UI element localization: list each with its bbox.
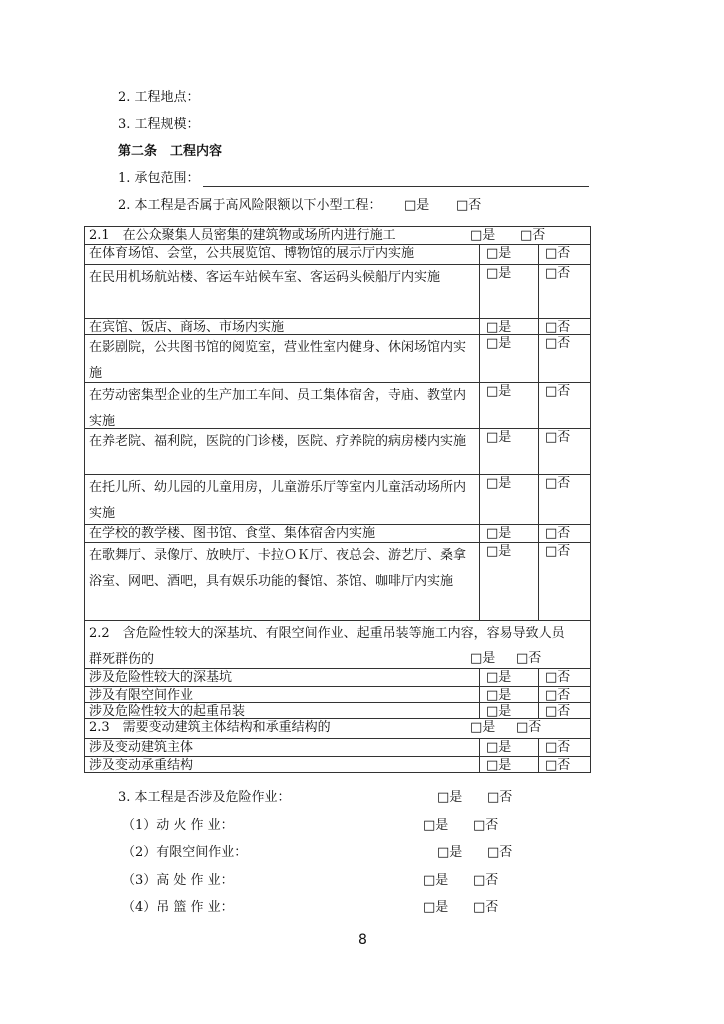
- no-checkbox[interactable]: □否: [473, 900, 499, 915]
- q2-no-checkbox[interactable]: □否: [456, 198, 482, 213]
- section-2-1-label: 2.1 在公众聚集人员密集的建筑物或场所内进行施工: [89, 228, 396, 243]
- no-checkbox[interactable]: □否: [516, 651, 542, 666]
- yes-checkbox[interactable]: □是: [479, 429, 538, 474]
- no-checkbox[interactable]: □否: [538, 335, 590, 382]
- table-row: [85, 319, 590, 335]
- row-label: 在宾馆、饭店、商场、市场内实施: [89, 320, 285, 335]
- no-checkbox[interactable]: □否: [538, 319, 590, 334]
- yes-checkbox[interactable]: □是: [479, 687, 538, 702]
- no-checkbox[interactable]: □否: [516, 720, 542, 735]
- project-location-label: 2. 工程地点：: [118, 90, 200, 105]
- gondola-work-label: （4）吊 篮 作 业：: [122, 900, 234, 915]
- scope-label: 1. 承包范围：: [118, 171, 200, 186]
- q3-yes-checkbox[interactable]: □是: [437, 790, 463, 805]
- no-checkbox[interactable]: □否: [538, 687, 590, 702]
- article-heading: 第二条 工程内容: [118, 144, 223, 159]
- section-2-2-label: 2.2 含危险性较大的深基坑、有限空间作业、起重吊装等施工内容，容易导致人员群死群伤的: [89, 626, 565, 667]
- confined-space-label: （2）有限空间作业：: [122, 845, 248, 860]
- table-row: [85, 383, 590, 429]
- table-row: [85, 475, 590, 525]
- yes-checkbox[interactable]: □是: [479, 245, 538, 264]
- yes-checkbox[interactable]: □是: [423, 818, 449, 833]
- no-checkbox[interactable]: □否: [487, 845, 513, 860]
- row-label: 在民用机场航站楼、客运车站候车室、客运码头候船厅内实施: [89, 270, 441, 285]
- table-row: [85, 525, 590, 543]
- row-label: 在劳动密集型企业的生产加工车间、员工集体宿舍，寺庙、教堂内实施: [89, 388, 467, 429]
- q3-no-checkbox[interactable]: □否: [487, 790, 513, 805]
- no-checkbox[interactable]: □否: [473, 818, 499, 833]
- table-row: [85, 265, 590, 319]
- project-scale-label: 3. 工程规模：: [118, 117, 200, 132]
- yes-checkbox[interactable]: □是: [423, 873, 449, 888]
- row-label: 在学校的教学楼、图书馆、食堂、集体宿舍内实施: [89, 526, 376, 541]
- yes-checkbox[interactable]: □是: [479, 525, 538, 542]
- no-checkbox[interactable]: □否: [538, 669, 590, 686]
- table-row: [85, 703, 590, 719]
- no-checkbox[interactable]: □否: [538, 543, 590, 620]
- section-2-1-row: [85, 227, 590, 245]
- yes-checkbox[interactable]: □是: [423, 900, 449, 915]
- row-label: 涉及变动承重结构: [89, 758, 194, 773]
- table-row: [85, 739, 590, 757]
- table-row: [85, 687, 590, 703]
- no-checkbox[interactable]: □否: [520, 228, 546, 243]
- height-work-label: （3）高 处 作 业：: [122, 873, 234, 888]
- table-row: [85, 757, 590, 773]
- row-label: 在影剧院，公共图书馆的阅览室，营业性室内健身、休闲场馆内实施: [89, 340, 467, 381]
- q3-label: 3. 本工程是否涉及危险作业：: [118, 790, 291, 805]
- yes-checkbox[interactable]: □是: [470, 228, 496, 243]
- row-label: 涉及危险性较大的起重吊装: [89, 704, 246, 719]
- row-label: 涉及危险性较大的深基坑: [89, 670, 233, 685]
- row-label: 涉及变动建筑主体: [89, 740, 194, 755]
- q2-label: 2. 本工程是否属于高风险限额以下小型工程：: [118, 198, 382, 213]
- yes-checkbox[interactable]: □是: [479, 383, 538, 428]
- yes-checkbox[interactable]: □是: [479, 335, 538, 382]
- yes-checkbox[interactable]: □是: [479, 739, 538, 756]
- q2-yes-checkbox[interactable]: □是: [404, 198, 430, 213]
- yes-checkbox[interactable]: □是: [437, 845, 463, 860]
- section-2-3-row: [85, 719, 590, 739]
- row-label: 涉及有限空间作业: [89, 688, 194, 703]
- page-number: 8: [358, 932, 367, 948]
- yes-checkbox[interactable]: □是: [479, 669, 538, 686]
- section-2-3-label: 2.3 需要变动建筑主体结构和承重结构的: [89, 720, 331, 735]
- yes-checkbox[interactable]: □是: [479, 475, 538, 524]
- no-checkbox[interactable]: □否: [538, 757, 590, 772]
- yes-checkbox[interactable]: □是: [470, 720, 496, 735]
- no-checkbox[interactable]: □否: [538, 245, 590, 264]
- no-checkbox[interactable]: □否: [473, 873, 499, 888]
- no-checkbox[interactable]: □否: [538, 429, 590, 474]
- no-checkbox[interactable]: □否: [538, 525, 590, 542]
- table-row: [85, 429, 590, 475]
- table-row: [85, 245, 590, 265]
- section-2-2-row: [85, 621, 590, 669]
- yes-checkbox[interactable]: □是: [479, 265, 538, 318]
- table-row: [85, 335, 590, 383]
- no-checkbox[interactable]: □否: [538, 475, 590, 524]
- no-checkbox[interactable]: □否: [538, 703, 590, 718]
- scope-underline: [203, 186, 589, 187]
- hot-work-label: （1）动 火 作 业：: [122, 818, 234, 833]
- yes-checkbox[interactable]: □是: [479, 319, 538, 334]
- row-label: 在养老院、福利院，医院的门诊楼，医院、疗养院的病房楼内实施: [89, 434, 467, 449]
- table-row: [85, 669, 590, 687]
- no-checkbox[interactable]: □否: [538, 383, 590, 428]
- table-row: [85, 543, 590, 621]
- no-checkbox[interactable]: □否: [538, 739, 590, 756]
- row-label: 在体育场馆、会堂，公共展览馆、博物馆的展示厅内实施: [89, 246, 415, 261]
- row-label: 在托儿所、幼儿园的儿童用房，儿童游乐厅等室内儿童活动场所内实施: [89, 480, 467, 521]
- no-checkbox[interactable]: □否: [538, 265, 590, 318]
- row-label: 在歌舞厅、录像厅、放映厅、卡拉ＯＫ厅、夜总会、游艺厅、桑拿浴室、网吧、酒吧，具有娱乐功能的餐馆、茶馆、咖啡厅内实施: [89, 548, 467, 589]
- yes-checkbox[interactable]: □是: [470, 651, 496, 666]
- yes-checkbox[interactable]: □是: [479, 543, 538, 620]
- risk-table: [84, 226, 591, 773]
- yes-checkbox[interactable]: □是: [479, 703, 538, 718]
- yes-checkbox[interactable]: □是: [479, 757, 538, 772]
